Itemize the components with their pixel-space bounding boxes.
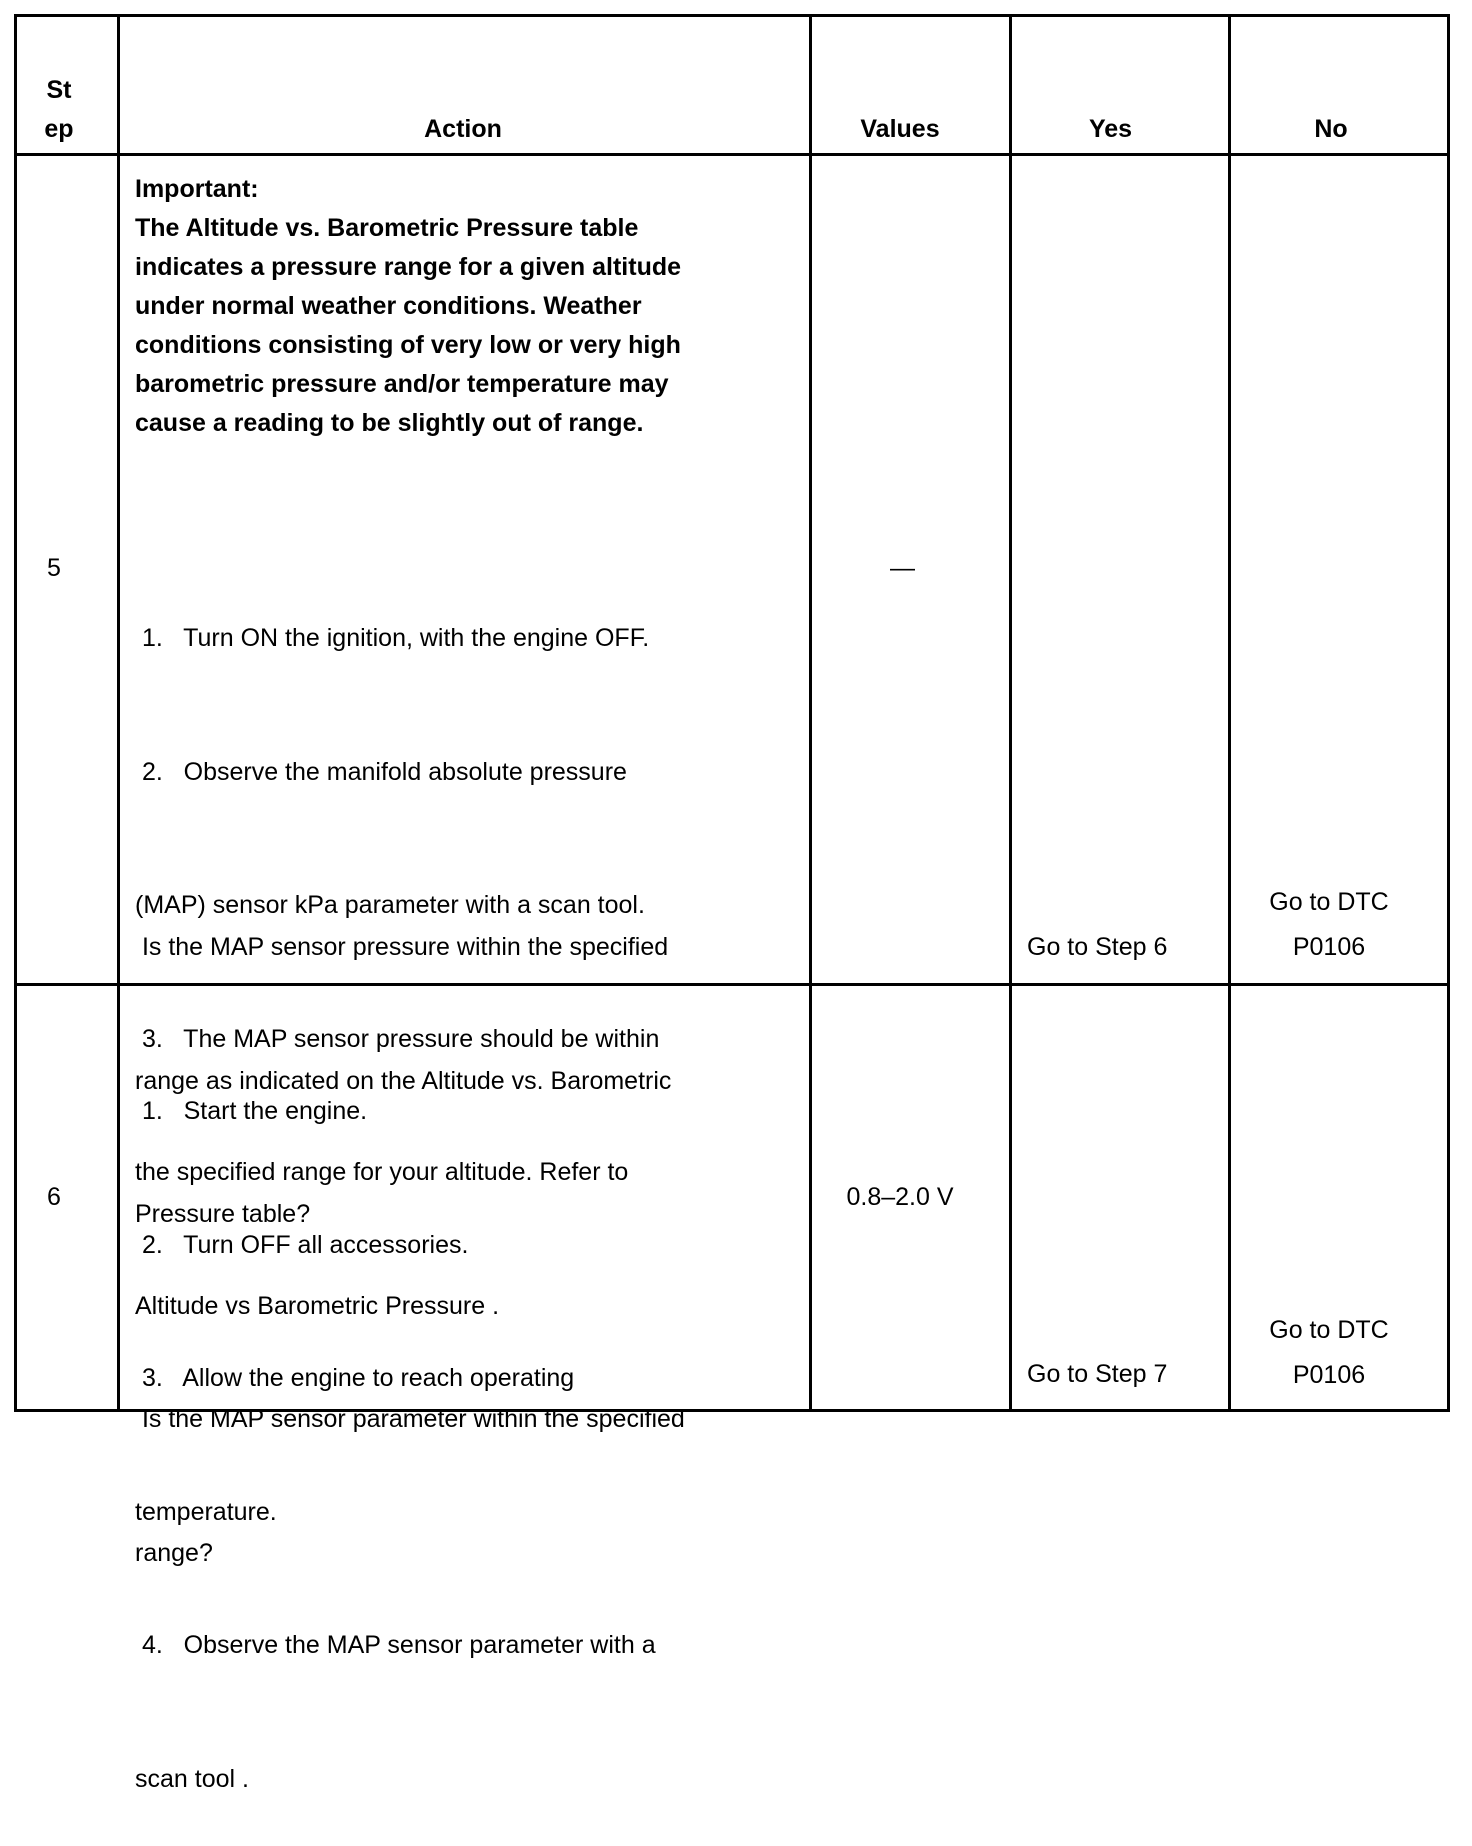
- action-line: 4. Observe the MAP sensor parameter with a: [135, 1631, 656, 1659]
- column-divider: [1228, 17, 1231, 1409]
- question-line: Is the MAP sensor pressure within the specified: [135, 933, 669, 961]
- important-line: indicates a pressure range for a given altitude: [135, 253, 682, 281]
- action-line: temperature.: [135, 1497, 277, 1526]
- question-line: range?: [135, 1538, 213, 1567]
- action-line: 1. Start the engine.: [135, 1097, 368, 1125]
- important-line: under normal weather conditions. Weather: [135, 292, 642, 320]
- step-number: 6: [47, 1183, 61, 1211]
- no-line: P0106: [1292, 1360, 1366, 1389]
- action-line: the specified range for your altitude. Refer to: [135, 1158, 629, 1186]
- action-question: [135, 1308, 685, 1620]
- important-line: cause a reading to be slightly out of range.: [135, 409, 644, 437]
- important-line: The Altitude vs. Barometric Pressure table: [135, 214, 639, 242]
- value-cell: —: [890, 554, 915, 582]
- no-cell: [1228, 880, 1430, 969]
- no-line: P0106: [1292, 932, 1366, 961]
- action-line: scan tool .: [135, 1764, 249, 1793]
- important-note: [135, 170, 681, 443]
- action-line: Altitude vs Barometric Pressure .: [135, 1291, 500, 1320]
- header-step: [17, 71, 101, 149]
- important-line: conditions consisting of very low or very high: [135, 331, 681, 359]
- no-line: Go to DTC: [1269, 888, 1389, 916]
- row-divider: [17, 153, 1447, 156]
- value-cell: 0.8–2.0 V: [846, 1183, 954, 1211]
- header-values: Values: [860, 115, 940, 143]
- column-divider: [1009, 17, 1012, 1409]
- step-number: 5: [47, 554, 61, 582]
- action-line: 3. The MAP sensor pressure should be within: [135, 1024, 660, 1053]
- header-step-line1: St: [46, 76, 72, 104]
- action-line: 2. Observe the manifold absolute pressure: [135, 757, 627, 786]
- question-line: Pressure table?: [135, 1200, 311, 1228]
- header-no: No: [1314, 115, 1348, 143]
- question-line: range as indicated on the Altitude vs. Barometric: [135, 1066, 672, 1095]
- action-line: (MAP) sensor kPa parameter with a scan tool.: [135, 891, 645, 919]
- question-line: Is the MAP sensor parameter within the specified: [135, 1405, 685, 1433]
- header-action: Action: [424, 115, 502, 143]
- action-line: 2. Turn OFF all accessories.: [135, 1230, 469, 1259]
- header-yes: Yes: [1088, 115, 1133, 143]
- column-divider: [117, 17, 120, 1409]
- action-line: 1. Turn ON the ignition, with the engine OFF.: [135, 624, 650, 652]
- no-cell: [1228, 1308, 1430, 1397]
- yes-cell: Go to Step 7: [1027, 1360, 1168, 1388]
- important-line: Important:: [135, 175, 259, 203]
- no-line: Go to DTC: [1269, 1316, 1389, 1344]
- header-step-line2: ep: [44, 115, 74, 143]
- important-line: barometric pressure and/or temperature may: [135, 370, 669, 398]
- yes-cell: Go to Step 6: [1027, 933, 1168, 961]
- action-line: 3. Allow the engine to reach operating: [135, 1364, 575, 1392]
